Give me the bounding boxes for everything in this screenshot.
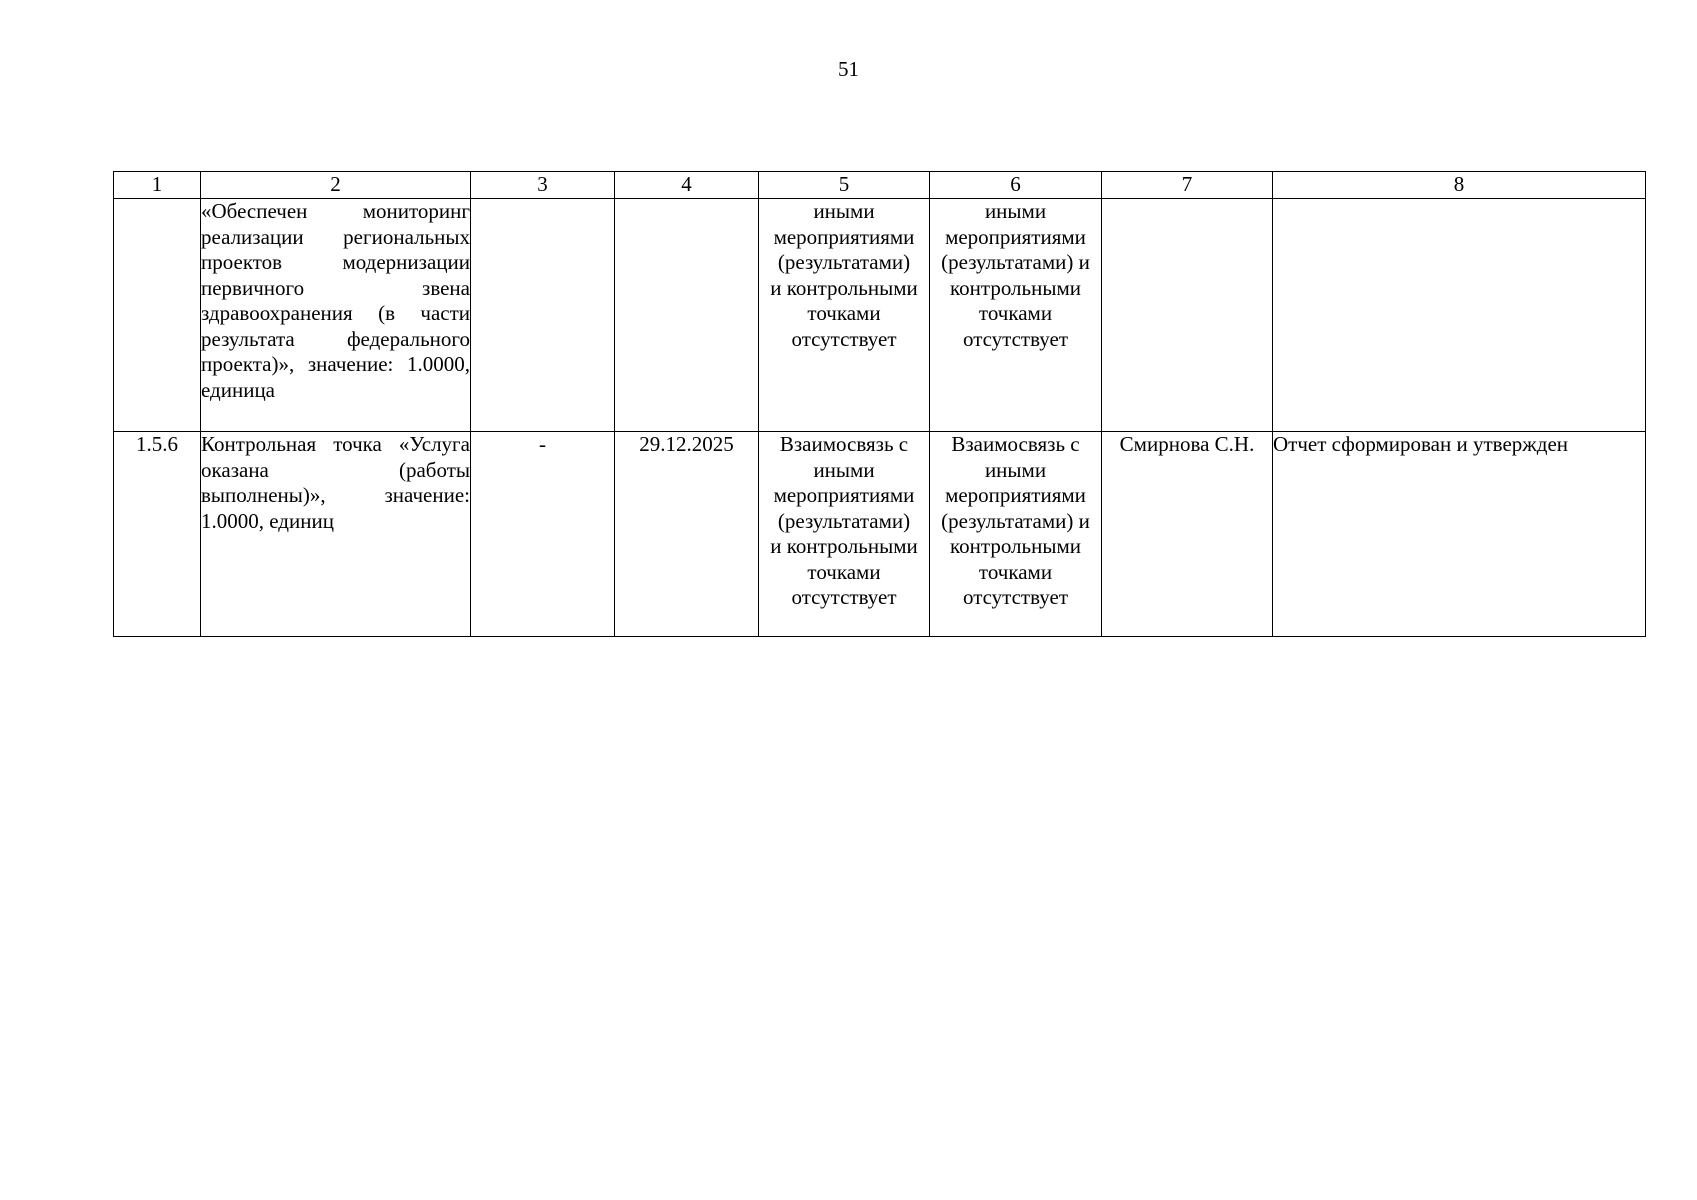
cell-result-text: Отчет сформирован и утвержден — [1273, 432, 1569, 456]
column-header-5: 5 — [759, 172, 930, 199]
cell-relation-prev — [759, 199, 930, 432]
cell-name-text: Контрольная точка «Услуга оказана (работы выполнены)», значение: 1.0000, единиц — [201, 432, 470, 533]
cell-date — [615, 432, 759, 637]
cell-relation-next-text: иными мероприятиями (результатами) и контрольными точками отсутствует — [941, 199, 1090, 351]
column-header-7: 7 — [1102, 172, 1273, 199]
cell-col3-text: - — [539, 432, 546, 456]
table-header-row — [114, 172, 1646, 199]
cell-relation-prev — [759, 432, 930, 637]
cell-relation-prev-text: Взаимосвязь с иными мероприятиями (результатами) и контрольными точками отсутствует — [770, 432, 918, 609]
table-row — [114, 199, 1646, 432]
column-header-3: 3 — [471, 172, 615, 199]
cell-name — [201, 199, 471, 432]
cell-name-text: «Обеспечен мониторинг реализации региональных проектов модернизации первичного звена здравоохранения (в части результата федерального проекта)», значение: 1.0000, единица — [201, 199, 470, 402]
cell-name — [201, 432, 471, 637]
cell-relation-next — [930, 199, 1102, 432]
column-header-4: 4 — [615, 172, 759, 199]
cell-result — [1273, 199, 1646, 432]
cell-number — [114, 432, 201, 637]
cell-responsible — [1102, 432, 1273, 637]
column-header-1: 1 — [114, 172, 201, 199]
cell-date-text: 29.12.2025 — [639, 432, 734, 456]
cell-relation-next — [930, 432, 1102, 637]
document-table — [113, 171, 1646, 637]
column-header-2: 2 — [201, 172, 471, 199]
cell-responsible-text: Смирнова С.Н. — [1119, 432, 1255, 456]
cell-number-text: 1.5.6 — [136, 432, 178, 456]
column-header-6: 6 — [930, 172, 1102, 199]
table-row — [114, 432, 1646, 637]
cell-col3 — [471, 199, 615, 432]
cell-number — [114, 199, 201, 432]
cell-responsible — [1102, 199, 1273, 432]
cell-relation-prev-text: иными мероприятиями (результатами) и контрольными точками отсутствует — [770, 199, 918, 351]
cell-date — [615, 199, 759, 432]
cell-col3 — [471, 432, 615, 637]
column-header-8: 8 — [1273, 172, 1646, 199]
page-number: 51 — [838, 57, 859, 81]
cell-relation-next-text: Взаимосвязь с иными мероприятиями (результатами) и контрольными точками отсутствует — [941, 432, 1090, 609]
cell-result — [1273, 432, 1646, 637]
